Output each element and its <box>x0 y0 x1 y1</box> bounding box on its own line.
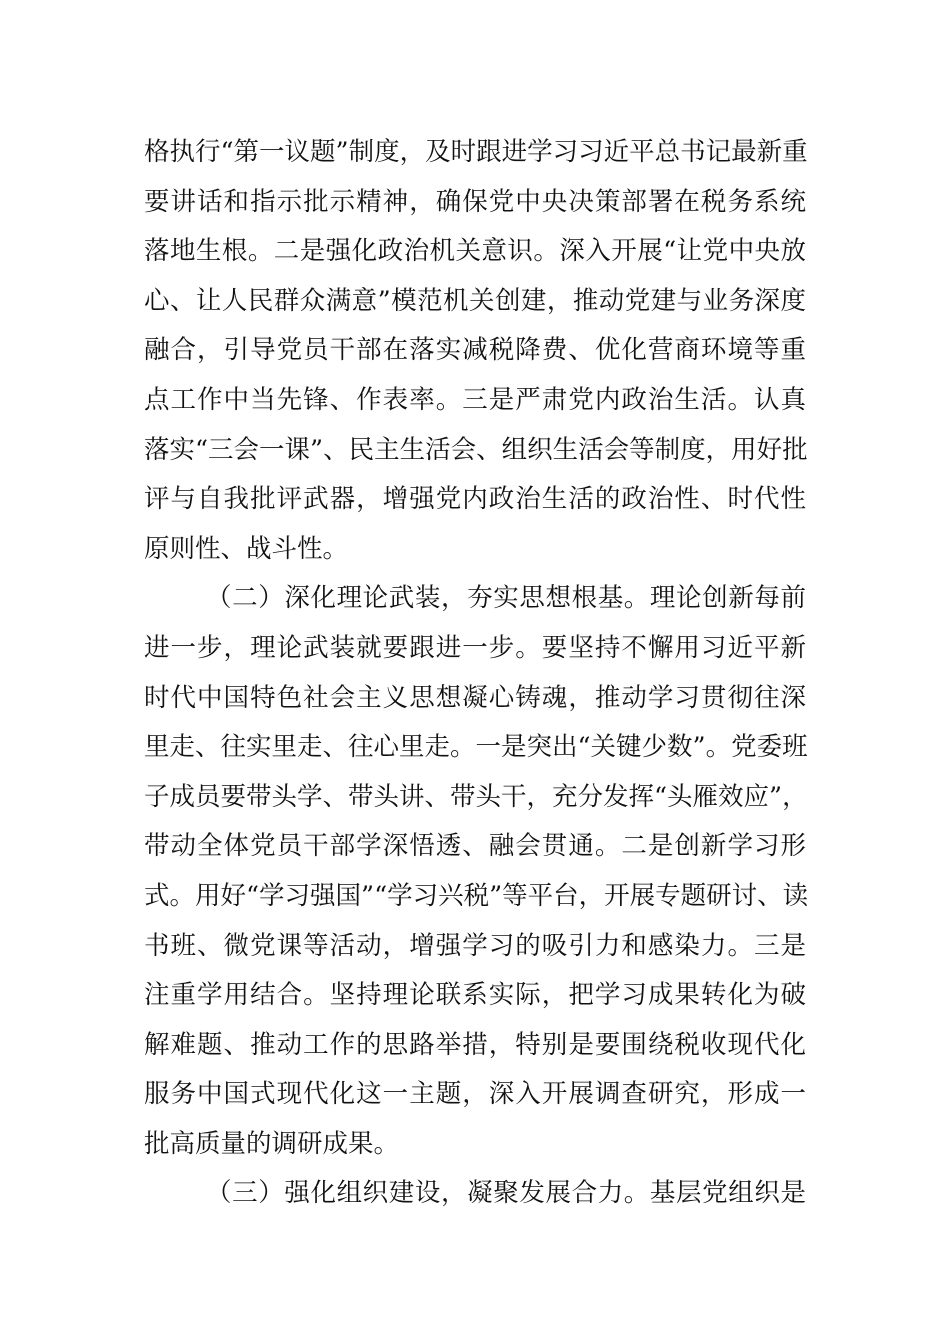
text-line: 点工作中当先锋、作表率。三是严肃党内政治生活。认真 <box>144 384 806 415</box>
text-line: 批高质量的调研成果。 <box>144 1128 400 1159</box>
text-line: 进一步，理论武装就要跟进一步。要坚持不懈用习近平新 <box>144 632 806 663</box>
text-line: 式。用好“学习强国”“学习兴税”等平台，开展专题研讨、读 <box>144 880 809 911</box>
section-heading-line: （三）强化组织建设，凝聚发展合力。基层党组织是 <box>206 1178 806 1209</box>
text-line: 书班、微党课等活动，增强学习的吸引力和感染力。三是 <box>144 930 806 961</box>
section-heading-line: （二）深化理论武装，夯实思想根基。理论创新每前 <box>206 583 806 614</box>
text-line: 服务中国式现代化这一主题，深入开展调查研究，形成一 <box>144 1079 806 1110</box>
text-line: 注重学用结合。坚持理论联系实际，把学习成果转化为破 <box>144 980 806 1011</box>
text-line: 落地生根。二是强化政治机关意识。深入开展“让党中央放 <box>144 236 806 267</box>
text-line: 要讲话和指示批示精神，确保党中央决策部署在税务系统 <box>144 186 806 217</box>
text-line: 时代中国特色社会主义思想凝心铸魂，推动学习贯彻往深 <box>144 682 806 713</box>
text-line: 格执行“第一议题”制度，及时跟进学习习近平总书记最新重 <box>144 137 808 167</box>
text-line: 子成员要带头学、带头讲、带头干，充分发挥“头雁效应”， <box>144 781 808 812</box>
text-line: 评与自我批评武器，增强党内政治生活的政治性、时代性 <box>144 484 806 515</box>
text-line: 融合，引导党员干部在落实减税降费、优化营商环境等重 <box>144 335 806 366</box>
text-line: 解难题、推动工作的思路举措，特别是要围绕税收现代化 <box>144 1029 806 1060</box>
text-line: 原则性、战斗性。 <box>144 533 349 564</box>
text-line: 里走、往实里走、往心里走。一是突出“关键少数”。党委班 <box>144 732 808 763</box>
text-line: 带动全体党员干部学深悟透、融会贯通。二是创新学习形 <box>144 831 806 862</box>
text-line: 落实“三会一课”、民主生活会、组织生活会等制度，用好批 <box>144 434 808 465</box>
body-text <box>144 128 809 1219</box>
text-line: 心、让人民群众满意”模范机关创建，推动党建与业务深度 <box>144 285 806 316</box>
